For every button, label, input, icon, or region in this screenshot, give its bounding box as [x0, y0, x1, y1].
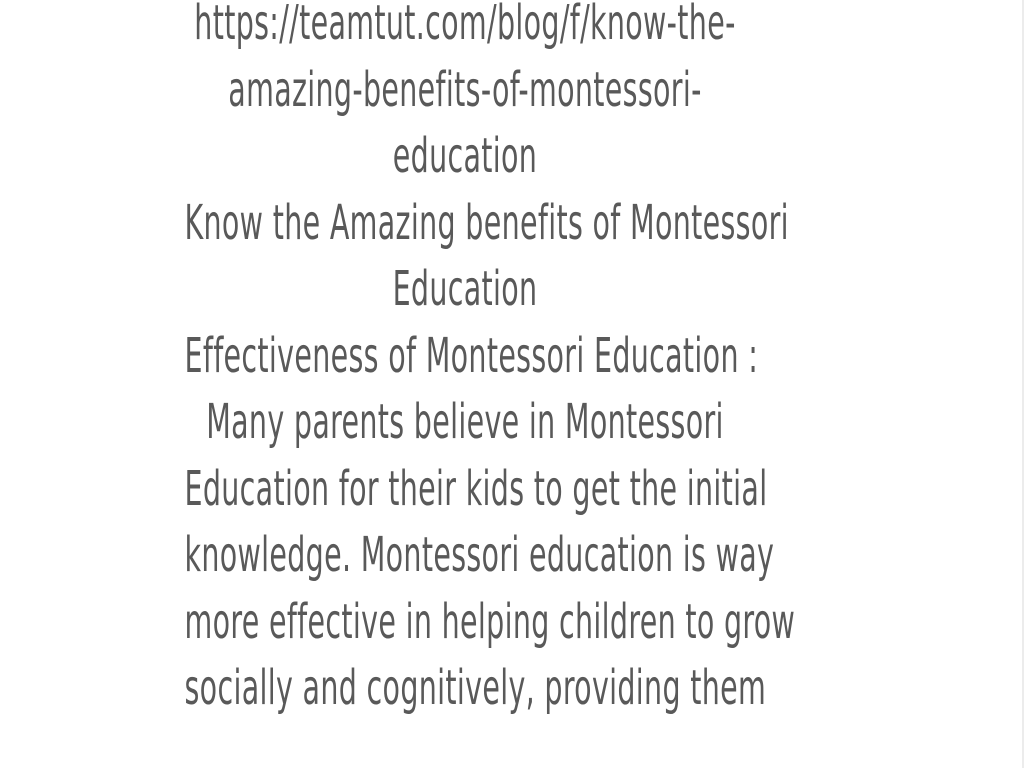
section-heading: Effectiveness of Montessori Education :: [184, 327, 759, 384]
url-line-3: education: [392, 128, 538, 184]
document-text-block: [40, 0, 890, 722]
title-line-1: Know the Amazing benefits of Montessori: [184, 194, 789, 251]
body-line-3: knowledge. Montessori education is way: [184, 527, 775, 583]
url-line-1: https://teamtut.com/blog/f/know-the-: [194, 0, 736, 51]
title-line-2: Education: [392, 261, 538, 317]
body-line-4: more effective in helping children to grow: [184, 593, 796, 650]
body-line-5: socially and cognitively, providing them: [184, 660, 767, 716]
url-line-2: amazing-benefits-of-montessori-: [228, 61, 702, 118]
body-line-2: Education for their kids to get the initial: [184, 460, 768, 517]
body-line-1: Many parents believe in Montessori: [206, 394, 724, 450]
